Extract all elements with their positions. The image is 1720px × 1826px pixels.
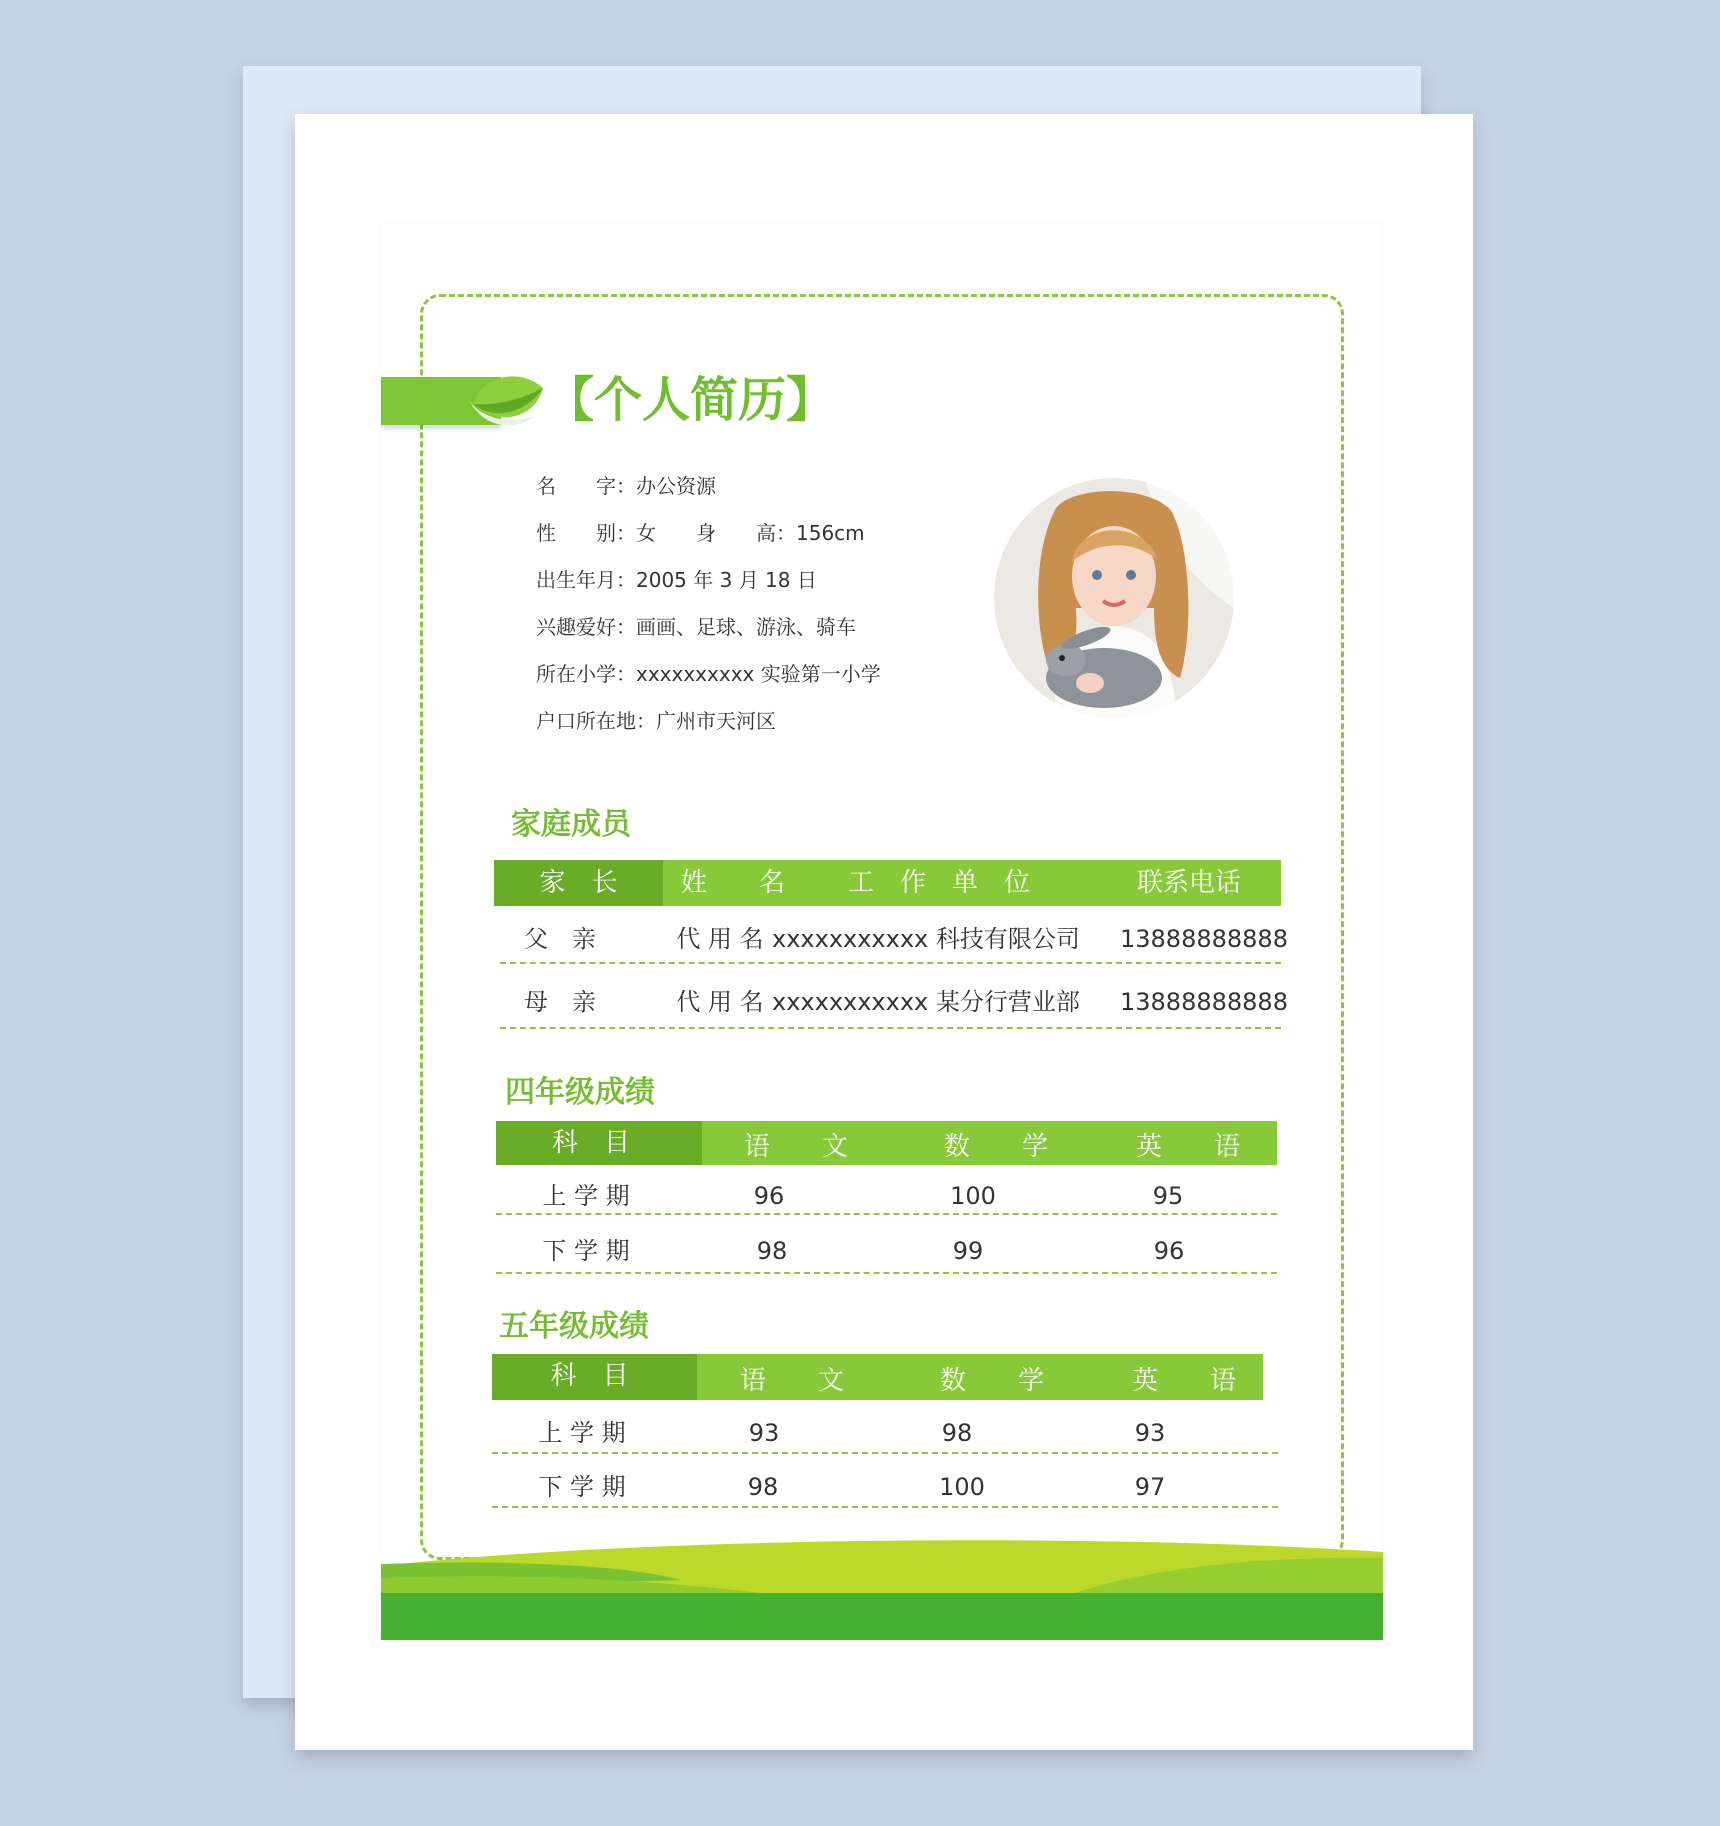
info-value: xxxxxxxxxx 实验第一小学 bbox=[636, 662, 881, 686]
header-cell: 姓 名 bbox=[680, 868, 785, 898]
info-value: 画画、足球、游泳、骑车 bbox=[636, 615, 856, 639]
table-cell: 96 bbox=[1153, 1237, 1185, 1265]
avatar-photo bbox=[994, 478, 1234, 718]
header-cell: 数 学 bbox=[939, 1366, 1044, 1396]
table-cell: 98 bbox=[941, 1419, 973, 1447]
table-cell: 93 bbox=[1134, 1419, 1166, 1447]
table-row bbox=[500, 964, 1288, 1029]
table-cell: xxxxxxxxxxx 某分行营业部 bbox=[772, 988, 1080, 1016]
green-hills-decoration bbox=[381, 1538, 1383, 1640]
table-cell: 96 bbox=[753, 1182, 785, 1210]
table-cell: xxxxxxxxxxx 科技有限公司 bbox=[772, 925, 1080, 953]
table-cell: 代 用 名 bbox=[676, 925, 764, 953]
table-cell: 父 亲 bbox=[524, 925, 596, 953]
info-label: 兴趣爱好： bbox=[536, 615, 636, 639]
info-label: 所在小学： bbox=[536, 662, 636, 686]
info-row-hobby bbox=[536, 604, 881, 651]
header-cell: 工 作 单 位 bbox=[847, 868, 1030, 898]
table-cell: 100 bbox=[950, 1182, 996, 1210]
family-section-title: 家庭成员 bbox=[511, 807, 631, 842]
table-cell: 98 bbox=[756, 1237, 788, 1265]
info-value: 2005 年 3 月 18 日 bbox=[636, 568, 817, 592]
table-cell: 母 亲 bbox=[524, 988, 596, 1016]
table-row bbox=[500, 906, 1288, 964]
table-cell: 13888888888 bbox=[1120, 988, 1288, 1016]
header-cell: 英 语 bbox=[1135, 1132, 1240, 1162]
table-row bbox=[492, 1400, 1278, 1454]
grade4-table bbox=[496, 1121, 1277, 1274]
table-cell: 上 学 期 bbox=[542, 1182, 630, 1210]
header-cell: 家 长 bbox=[539, 868, 618, 898]
info-value: 广州市天河区 bbox=[656, 709, 776, 733]
grade5-table bbox=[492, 1354, 1278, 1508]
table-cell: 代 用 名 bbox=[676, 988, 764, 1016]
family-table bbox=[494, 860, 1288, 1029]
info-row-hukou bbox=[536, 698, 881, 745]
header-cell: 数 学 bbox=[943, 1132, 1048, 1162]
info-value: 办公资源 bbox=[636, 474, 716, 498]
table-cell: 95 bbox=[1152, 1182, 1184, 1210]
grade4-table-header bbox=[496, 1121, 1277, 1165]
info-label: 户口所在地： bbox=[536, 709, 656, 733]
table-cell: 93 bbox=[748, 1419, 780, 1447]
grade5-table-header bbox=[492, 1354, 1263, 1400]
info-label: 性 别： bbox=[536, 521, 636, 545]
info-row-name bbox=[536, 463, 881, 510]
table-cell: 98 bbox=[747, 1473, 779, 1501]
info-label: 名 字： bbox=[536, 474, 636, 498]
header-cell: 语 文 bbox=[743, 1132, 848, 1162]
header-cell: 科 目 bbox=[551, 1128, 630, 1158]
table-row bbox=[496, 1215, 1277, 1274]
table-row bbox=[492, 1454, 1278, 1508]
header-cell: 联系电话 bbox=[1136, 868, 1241, 898]
info-row-gender bbox=[536, 510, 881, 557]
table-cell: 97 bbox=[1134, 1473, 1166, 1501]
info-value: 女 身 高：156cm bbox=[636, 521, 865, 545]
leaf-icon bbox=[465, 366, 549, 432]
table-cell: 99 bbox=[952, 1237, 984, 1265]
page-title: 【个人简历】 bbox=[546, 372, 835, 428]
header-cell: 英 语 bbox=[1131, 1366, 1236, 1396]
basic-info bbox=[536, 463, 881, 745]
header-cell: 科 目 bbox=[550, 1361, 629, 1391]
table-cell: 下 学 期 bbox=[538, 1473, 626, 1501]
family-table-header bbox=[494, 860, 1281, 906]
info-label: 出生年月： bbox=[536, 568, 636, 592]
info-row-birth bbox=[536, 557, 881, 604]
grade4-section-title: 四年级成绩 bbox=[505, 1075, 655, 1110]
table-cell: 下 学 期 bbox=[542, 1237, 630, 1265]
info-row-school bbox=[536, 651, 881, 698]
table-cell: 上 学 期 bbox=[538, 1419, 626, 1447]
table-row bbox=[496, 1165, 1277, 1215]
table-cell: 13888888888 bbox=[1120, 925, 1288, 953]
header-cell: 语 文 bbox=[739, 1366, 844, 1396]
grade5-section-title: 五年级成绩 bbox=[499, 1309, 649, 1344]
resume-document bbox=[381, 224, 1383, 1640]
table-cell: 100 bbox=[939, 1473, 985, 1501]
